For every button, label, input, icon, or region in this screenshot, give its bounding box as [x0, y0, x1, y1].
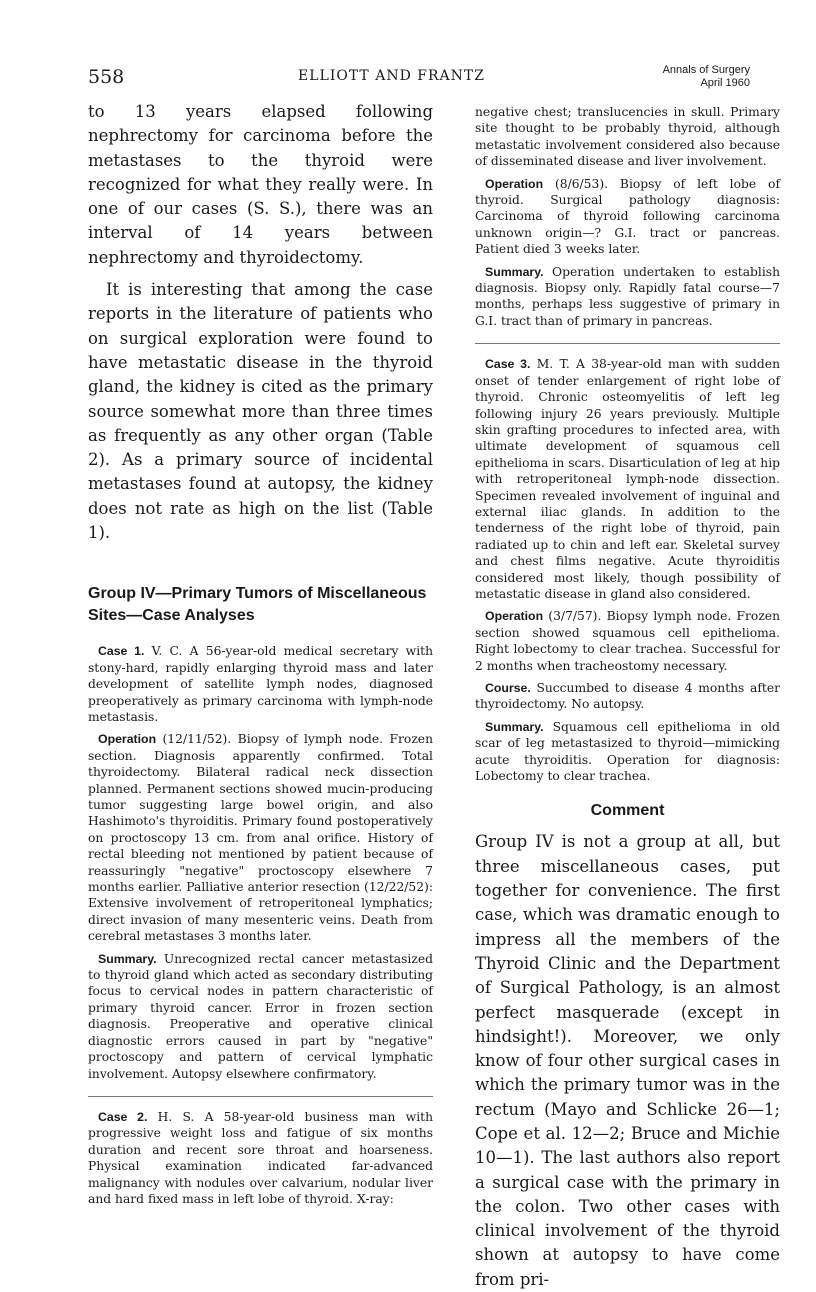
- case-3-summary: [475, 719, 780, 785]
- case-1-summary: [88, 951, 433, 1082]
- journal-info: [663, 64, 750, 90]
- case-3: [475, 356, 780, 602]
- case-2: [88, 1109, 433, 1207]
- case-1-operation: [88, 731, 433, 944]
- case-3-course: [475, 680, 780, 713]
- left-column: [88, 100, 433, 1207]
- summary-label: Summary.: [485, 719, 544, 734]
- case-3-operation: [475, 608, 780, 674]
- journal-issue: April 1960: [700, 77, 750, 89]
- right-column: [475, 104, 780, 1292]
- paragraph: It is interesting that among the case reports in the literature of patients who on surgical exploration were found to have metastatic disease in the thyroid gland, the kidney is cited as the primary source somewhat more than three times as frequently as any other organ (Table 2). As a primary source of incidental metastases found at autopsy, the kidney does not rate as high on the list (Table 1).: [88, 280, 433, 543]
- case-2-continued: negative chest; translucencies in skull. Primary site thought to be probably thyroid, although metastatic involvement considered also because of disseminated disease and liver involvement.: [475, 105, 780, 169]
- case-text: M. T. A 38-year-old man with sudden onset of tender enlargement of right lobe of thyroid. Chronic osteomyelitis of left leg following injury 26 years previously. Multiple skin grafting procedures to infected area, with ultimate development of squamous cell epithelioma in scars. Disarticulation of leg at hip with retroperitoneal lymph-node dissection. Specimen revealed involvement of inguinal and external iliac glands. In addition to the tenderness of the right lobe of thyroid, pain radiated up to chin and left ear. Skeletal survey and chest films negative. Acute thyroiditis considered most likely, though possibility of metastatic disease in gland also considered.: [475, 357, 780, 601]
- case-2-operation: [475, 176, 780, 258]
- operation-text: (12/11/52). Biopsy of lymph node. Frozen section. Diagnosis apparently confirmed. Total thyroidectomy. Bilateral radical neck dissection planned. Permanent sections showed mucin-producing tumor suggesting large bowel origin, and also Hashimoto's thyroiditis. Primary found postoperatively on proctoscopy 13 cm. from anal orifice. History of rectal bleeding not mentioned by patient because of reassuringly "negative" proctoscopy elsewhere 7 months earlier. Palliative anterior resection (12/22/52): Extensive involvement of retroperitoneal lymphatics; direct invasion of many mesenteric veins. Death from cerebral metastases 3 months later.: [88, 732, 433, 944]
- section-heading: Group IV—Primary Tumors of Miscellaneous Sites—Case Analyses: [88, 585, 427, 625]
- divider: [88, 1096, 433, 1097]
- case-text: V. C. A 56-year-old medical secretary with stony-hard, rapidly enlarging thyroid mass and later development of satellite lymph nodes, diagnosed preoperatively as primary carcinoma with lymph-node metastasis.: [88, 644, 433, 724]
- operation-text: (3/7/57). Biopsy lymph node. Frozen section showed squamous cell epithelioma. Right lobectomy to clear trachea. Successful for 2 months when tracheostomy necessary.: [475, 609, 780, 673]
- summary-text: Unrecognized rectal cancer metastasized to thyroid gland which acted as secondary distributing focus to cervical nodes in pattern characteristic of primary thyroid cancer. Error in frozen section diagnosis. Preoperative and operative clinical diagnostic errors caused in part by "negative" proctoscopy and pattern of cervical lymphatic involvement. Autopsy elsewhere confirmatory.: [88, 951, 433, 1081]
- operation-label: Operation: [485, 176, 544, 191]
- operation-label: Operation: [485, 609, 544, 624]
- summary-label: Summary.: [98, 951, 157, 966]
- case-label: Case 3.: [485, 357, 531, 372]
- case-label: Case 1.: [98, 644, 145, 659]
- course-text: Succumbed to disease 4 months after thyroidectomy. No autopsy.: [475, 681, 780, 712]
- case-1: [88, 643, 433, 725]
- summary-text: Operation undertaken to establish diagnosis. Biopsy only. Rapidly fatal course—7 months, perhaps less suggestive of primary in G.I. tract than of primary in pancreas.: [475, 264, 780, 328]
- running-title: ELLIOTT AND FRANTZ: [298, 68, 485, 84]
- case-text: H. S. A 58-year-old business man with progressive weight loss and fatigue of six months duration and recent sore throat and hoarseness. Physical examination indicated far-advanced malignancy with nodules over calvarium, nodular liver and hard fixed mass in left lobe of thyroid. X-ray:: [88, 1109, 434, 1206]
- operation-label: Operation: [98, 732, 157, 747]
- page-number: 558: [88, 66, 125, 88]
- comment-paragraph: Group IV is not a group at all, but three miscellaneous cases, put together for convenience. The first case, which was dramatic enough to impress all the members of the Thyroid Clinic and the Department of Surgical Pathology, is an almost perfect masquerade (except in hindsight!). Moreover, we only know of four other surgical cases in which the primary tumor was in the rectum (Mayo and Schlicke 26—1; Cope et al. 12—2; Bruce and Michie 10—1). The last authors also report a surgical case with the primary in the colon. Two other cases with clinical involvement of the thyroid shown at autopsy to have come from pri-: [475, 832, 780, 1289]
- case-2-summary: [475, 264, 780, 330]
- summary-text: Squamous cell epithelioma in old scar of leg metastasized to thyroid—mimicking acute thyroiditis. Operation for diagnosis: Lobectomy to clear trachea.: [475, 719, 780, 784]
- summary-label: Summary.: [485, 264, 544, 279]
- journal-name: Annals of Surgery: [662, 64, 750, 76]
- case-label: Case 2.: [98, 1109, 148, 1124]
- paragraph: to 13 years elapsed following nephrectomy for carcinoma before the metastases to the thyroid were recognized for what they really were. In one of our cases (S. S.), there was an interval of 14 years between nephrectomy and thyroidectomy.: [88, 102, 433, 267]
- operation-text: (8/6/53). Biopsy of left lobe of thyroid. Surgical pathology diagnosis: Carcinoma of thyroid following carcinoma unknown origin—? G.I. tract or pancreas. Patient died 3 weeks later.: [475, 176, 780, 257]
- comment-heading: Comment: [590, 802, 665, 820]
- course-label: Course.: [485, 681, 531, 695]
- divider: [475, 343, 780, 344]
